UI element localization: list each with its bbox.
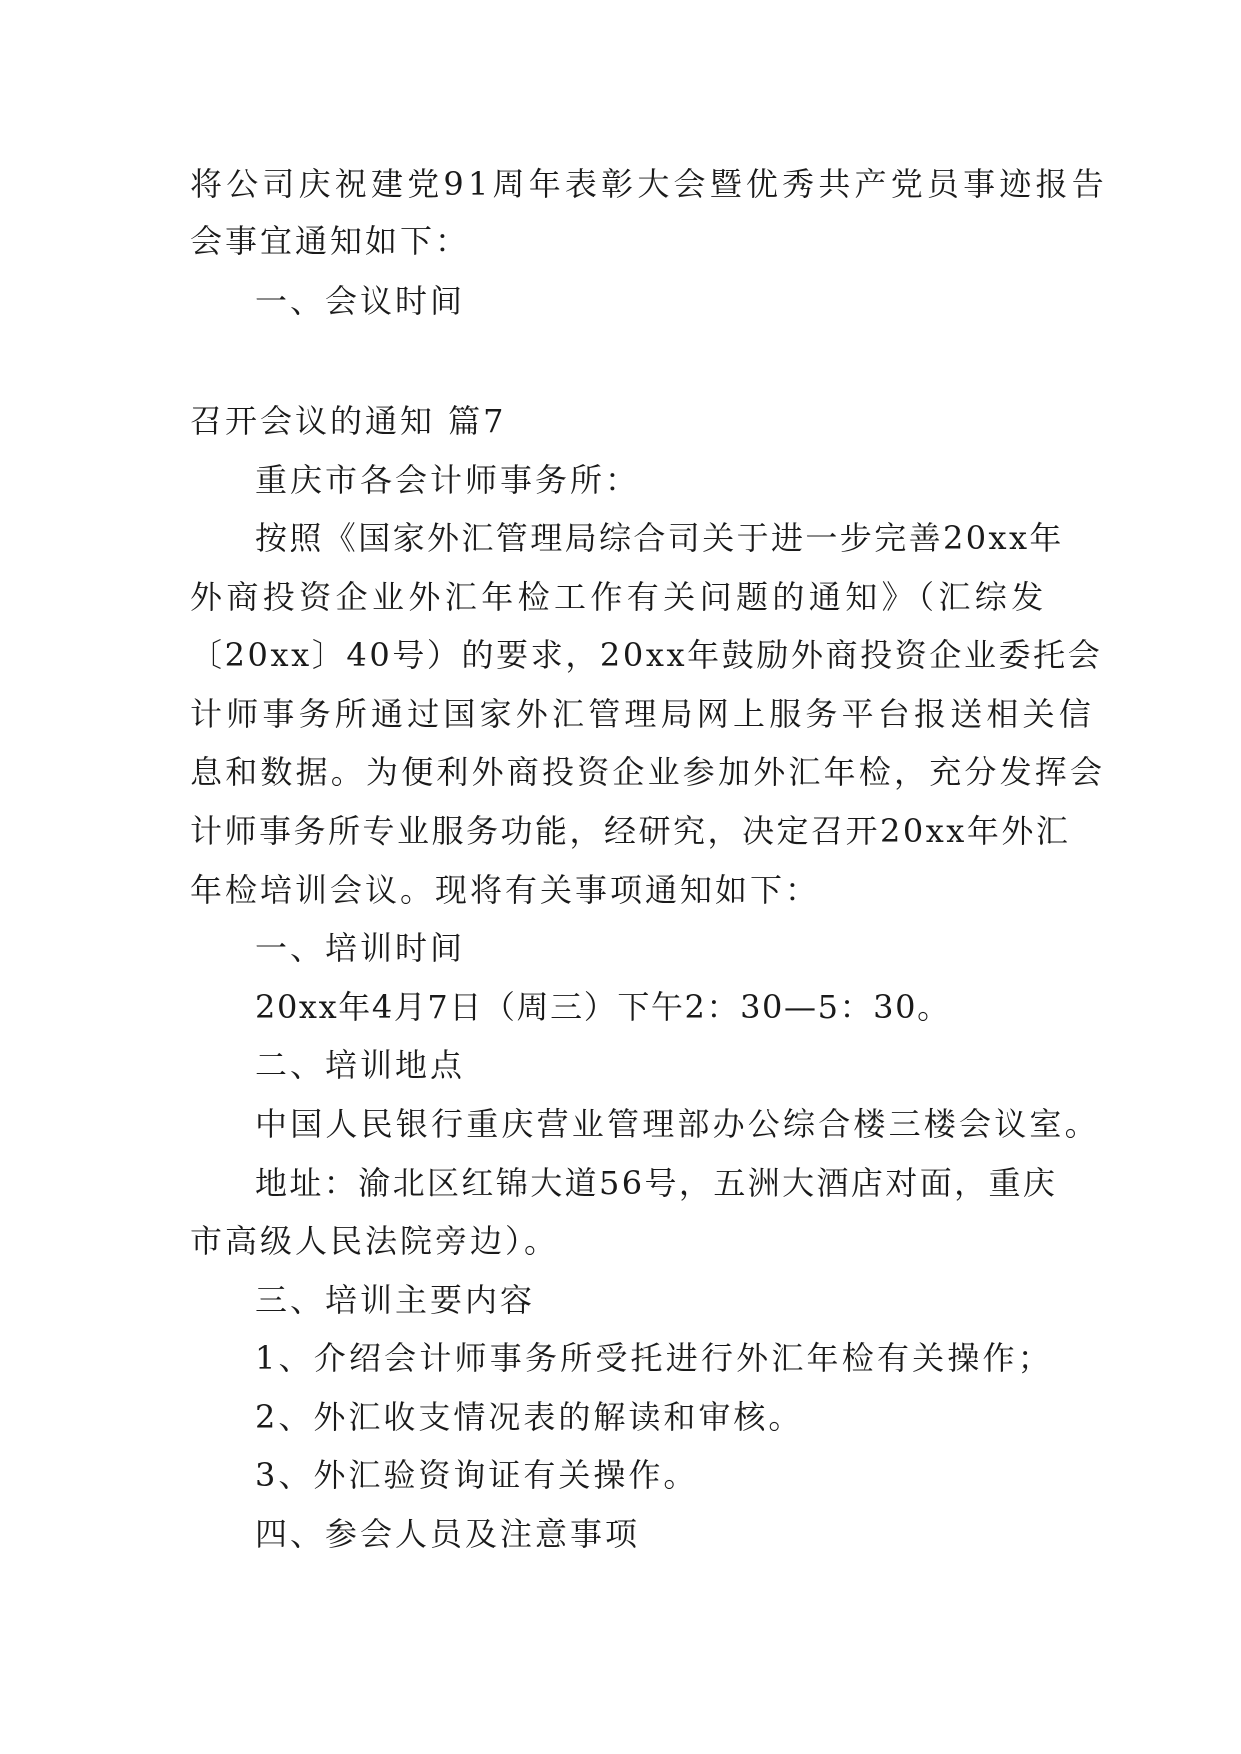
document-title: 召开会议的通知 篇7 — [190, 402, 507, 440]
paragraph-line: 年检培训会议。现将有关事项通知如下： — [190, 871, 821, 909]
paragraph-line: 计师事务所专业服务功能，经研究，决定召开20xx年外汇 — [190, 812, 1071, 850]
paragraph-line: 市高级人民法院旁边）。 — [190, 1222, 560, 1260]
paragraph-line: 20xx年4月7日（周三）下午2：30—5：30。 — [255, 988, 951, 1026]
paragraph-line: 息和数据。为便利外商投资企业参加外汇年检，充分发挥会 — [190, 753, 1106, 791]
section-heading: 二、培训地点 — [255, 1046, 466, 1084]
paragraph-line: 地址：渝北区红锦大道56号，五洲大酒店对面，重庆 — [255, 1164, 1058, 1202]
section-heading: 四、参会人员及注意事项 — [255, 1515, 641, 1553]
paragraph-line: 计师事务所通过国家外汇管理局网上服务平台报送相关信 — [190, 695, 1096, 733]
list-item: 2、外汇收支情况表的解读和审核。 — [255, 1398, 804, 1436]
paragraph-line: 外商投资企业外汇年检工作有关问题的通知》（汇综发 — [190, 578, 1048, 616]
list-item: 3、外汇验资询证有关操作。 — [255, 1456, 699, 1494]
section-heading: 三、培训主要内容 — [255, 1281, 536, 1319]
section-heading: 一、培训时间 — [255, 929, 466, 967]
paragraph-line: 中国人民银行重庆营业管理部办公综合楼三楼会议室。 — [255, 1105, 1100, 1143]
list-item: 1、介绍会计师事务所受托进行外汇年检有关操作； — [255, 1339, 1053, 1377]
section-heading: 一、会议时间 — [255, 282, 466, 320]
salutation: 重庆市各会计师事务所： — [255, 461, 641, 499]
paragraph-line: 将公司庆祝建党91周年表彰大会暨优秀共产党员事迹报告 — [190, 165, 1108, 203]
paragraph-line: 会事宜通知如下： — [190, 222, 471, 260]
paragraph-line: 〔20xx〕40号）的要求，20xx年鼓励外商投资企业委托会 — [190, 636, 1103, 674]
paragraph-line: 按照《国家外汇管理局综合司关于进一步完善20xx年 — [255, 519, 1064, 557]
